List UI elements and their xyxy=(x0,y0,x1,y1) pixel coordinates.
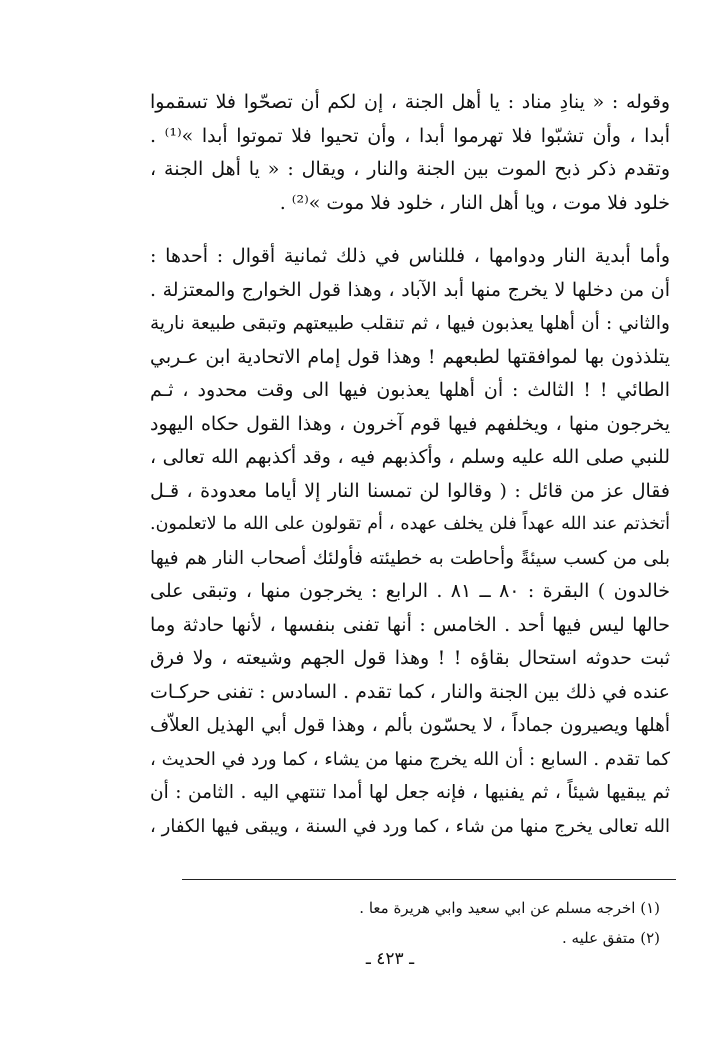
footnote-1: (١) اخرجه مسلم عن ابي سعيد وابي هريرة معا . xyxy=(359,899,660,917)
text-line: أن من دخلها لا يخرج منها أبد الآباد ، وهذا قول الخوارج والمعتزلة . xyxy=(150,278,670,301)
text-line: أبدا ، وأن تشبّوا فلا تهرموا أبدا ، وأن تحيوا فلا تموتوا أبدا »⁽¹⁾ . xyxy=(150,124,670,147)
text-line: خلود فلا موت ، ويا أهل النار ، خلود فلا موت »⁽²⁾ . xyxy=(279,191,670,214)
paragraph-1 xyxy=(150,86,670,220)
footnote-divider xyxy=(182,879,676,880)
text-line: للنبي صلى الله عليه وسلم ، وأكذبهم فيه ، وقد أكذبهم الله تعالى ، xyxy=(150,446,670,468)
text-line: خالدون ) البقرة : ٨٠ ــ ٨١ . الرابع : يخرجون منها ، وتبقى على xyxy=(150,580,670,602)
text-line: والثاني : أن أهلها يعذبون فيها ، ثم تنقلب طبيعتهم وتبقى طبيعة نارية xyxy=(150,313,670,334)
text-line: ثبت حدوثه استحال بقاؤه ! ! وهذا قول الجهم وشيعته ، ولا فرق xyxy=(150,647,670,669)
text-line: يتلذذون بها لموافقتها لطبعهم ! وهذا قول إمام الاتحادية ابن عـربي xyxy=(150,345,670,368)
footnote-2: (٢) متفق عليه . xyxy=(562,929,660,947)
text-line: فقال عز من قائل : ( وقالوا لن تمسنا النار إلا أياما معدودة ، قـل xyxy=(150,479,670,502)
text-line: عنده في ذلك بين الجنة والنار ، كما تقدم . السادس : تفنى حركـات xyxy=(150,680,670,703)
text-line: أهلها ويصيرون جماداً ، لا يحسّون بألم ، وهذا قول أبي الهذيل العلاّف xyxy=(150,715,670,736)
text-line: الطائي ! ! الثالث : أن أهلها يعذبون فيها الى وقت محدود ، ثـم xyxy=(150,379,670,401)
text-line: وقوله : « ينادِ مناد : يا أهل الجنة ، إن لكم أن تصحّوا فلا تسقموا xyxy=(150,91,670,113)
page-number: ـ ٤٢٣ ـ xyxy=(365,949,415,969)
text-line: وأما أبدية النار ودوامها ، فللناس في ذلك ثمانية أقوال : أحدها : xyxy=(150,245,670,267)
paragraph-2 xyxy=(150,240,670,843)
text-line: الله تعالى يخرج منها من شاء ، كما ورد في السنة ، ويبقى فيها الكفار ، xyxy=(150,815,670,837)
text-line: حالها ليس فيها أحد . الخامس : أنها تفنى بنفسها ، لأنها حادثة وما xyxy=(150,613,670,636)
text-line: يخرجون منها ، ويخلفهم فيها قوم آخرون ، وهذا القول حكاه اليهود xyxy=(150,412,670,435)
text-line: ثم يبقيها شيئاً ، ثم يفنيها ، فإنه جعل لها أمدا تنتهي اليه . الثامن : أن xyxy=(150,782,670,803)
text-line: بلى من كسب سيئةً وأحاطت به خطيئته فأولئك أصحاب النار هم فيها xyxy=(150,547,670,569)
footnotes xyxy=(200,893,660,953)
text-line: كما تقدم . السابع : أن الله يخرج منها من يشاء ، كما ورد في الحديث ، xyxy=(150,748,670,770)
text-line: وتقدم ذكر ذبح الموت بين الجنة والنار ، ويقال : « يا أهل الجنة ، xyxy=(150,158,670,180)
text-line: أتخذتم عند الله عهداً فلن يخلف عهده ، أم تقولون على الله ما لاتعلمون. xyxy=(150,514,670,534)
